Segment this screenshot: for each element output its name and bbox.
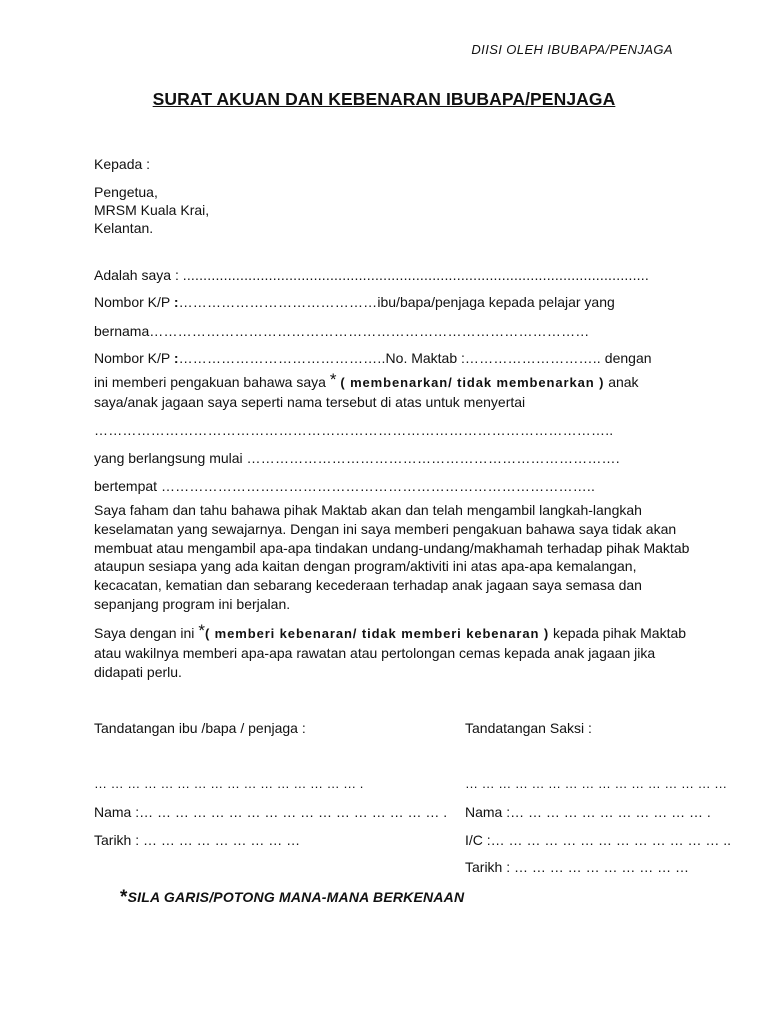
- kp-colon: :: [173, 294, 179, 310]
- witness-ic-field[interactable]: I/C :… … … … … … … … … … … … … ..: [465, 832, 732, 848]
- kp2-colon: :: [173, 350, 179, 366]
- bernama-label: bernama: [94, 323, 150, 339]
- adalah-saya-label: Adalah saya :: [94, 267, 179, 283]
- pengakuan-row: [94, 370, 639, 392]
- witness-signature-field[interactable]: … … … … … … … … … … … … … … … …: [465, 776, 728, 791]
- footnote-text: SILA GARIS/POTONG MANA-MANA BERKENAAN: [127, 889, 465, 905]
- maktab-label: No. Maktab :: [385, 350, 465, 366]
- page-title: SURAT AKUAN DAN KEBENARAN IBUBAPA/PENJAGA: [152, 89, 616, 109]
- consent-post: kepada pihak Maktab atau wakilnya memberi apa-apa rawatan atau pertolongan cemas kepada anak jagaan jika didapati perlu.: [94, 625, 687, 680]
- adalah-saya-row: [94, 266, 649, 284]
- witness-signature-label: Tandatangan Saksi :: [465, 720, 592, 736]
- paragraph-consent: [94, 621, 706, 681]
- tempat-field[interactable]: ………………………………………………………………………………..: [160, 478, 596, 494]
- paragraph-declaration: Saya faham dan tahu bahawa pihak Maktab akan dan telah mengambil langkah-langkah keselamatan yang sewajarnya. Dengan ini saya memberi pengakuan bahawa saya tidak akan membuat atau mengambil apa-apa tindakan undang-undang/makhamah terhadap pihak Maktab ataupun sesiapa yang ada kaitan dengan program/aktiviti ini atas apa-apa kemalangan, kecacatan, kematian dan sebarang kecederaan terhadap anak jagaan saya semasa dan sepanjang program ini berjalan.: [94, 502, 690, 612]
- witness-date-field[interactable]: Tarikh : … … … … … … … … … …: [465, 859, 690, 875]
- kp-field[interactable]: ……………………………………: [178, 294, 378, 310]
- header-note: DIISI OLEH IBUBAPA/PENJAGA: [471, 42, 673, 57]
- mulai-row: [94, 449, 620, 467]
- address-line-3: Kelantan.: [94, 220, 154, 236]
- bernama-field[interactable]: …………………………………………………………………………………: [149, 323, 590, 339]
- address-line-1: Pengetua,: [94, 184, 158, 200]
- menyertai-text: saya/anak jagaan saya seperti nama tersebut di atas untuk menyertai: [94, 394, 526, 410]
- mulai-field[interactable]: …………………………………………………………………….: [246, 450, 620, 466]
- asterisk-mark: *: [329, 370, 337, 389]
- maktab-field[interactable]: ………………………..: [464, 350, 601, 366]
- parent-date-field[interactable]: Tarikh : … … … … … … … … …: [94, 832, 301, 848]
- parent-name-field[interactable]: Nama :… … … … … … … … … … … … … … … … … .: [94, 804, 448, 820]
- pengakuan-post: anak: [608, 374, 639, 390]
- mulai-label: yang berlangsung mulai: [94, 450, 243, 466]
- program-field[interactable]: ………………………………………………………………………………………………..: [94, 422, 614, 438]
- pengakuan-choice[interactable]: ( membenarkan/ tidak membenarkan ): [340, 375, 605, 390]
- footnote-asterisk: *: [120, 887, 128, 908]
- kp-label: Nombor K/P: [94, 294, 170, 310]
- kepada-label: Kepada :: [94, 156, 151, 172]
- pengakuan-pre: ini memberi pengakuan bahawa saya: [94, 374, 326, 390]
- kp2-row: [94, 349, 652, 367]
- dengan-text: dengan: [604, 350, 652, 366]
- kp-row: [94, 293, 615, 311]
- consent-choice[interactable]: ( memberi kebenaran/ tidak memberi kebenaran ): [204, 626, 550, 641]
- adalah-saya-field[interactable]: ..................................................................................................................: [182, 267, 649, 283]
- witness-name-field[interactable]: Nama :… … … … … … … … … … … .: [465, 804, 711, 820]
- consent-pre: Saya dengan ini: [94, 625, 195, 641]
- parent-signature-field[interactable]: … … … … … … … … … … … … … … … … .: [94, 776, 364, 791]
- bernama-row: [94, 322, 589, 340]
- tempat-label: bertempat: [94, 478, 158, 494]
- kp-rest-text: ibu/bapa/penjaga kepada pelajar yang: [377, 294, 615, 310]
- tempat-row: [94, 477, 595, 495]
- kp2-field[interactable]: ……………………………………..: [178, 350, 386, 366]
- address-line-2: MRSM Kuala Krai,: [94, 202, 210, 218]
- footnote: [120, 886, 464, 908]
- asterisk-mark-2: *: [198, 621, 205, 640]
- kp2-label: Nombor K/P: [94, 350, 170, 366]
- parent-signature-label: Tandatangan ibu /bapa / penjaga :: [94, 720, 306, 736]
